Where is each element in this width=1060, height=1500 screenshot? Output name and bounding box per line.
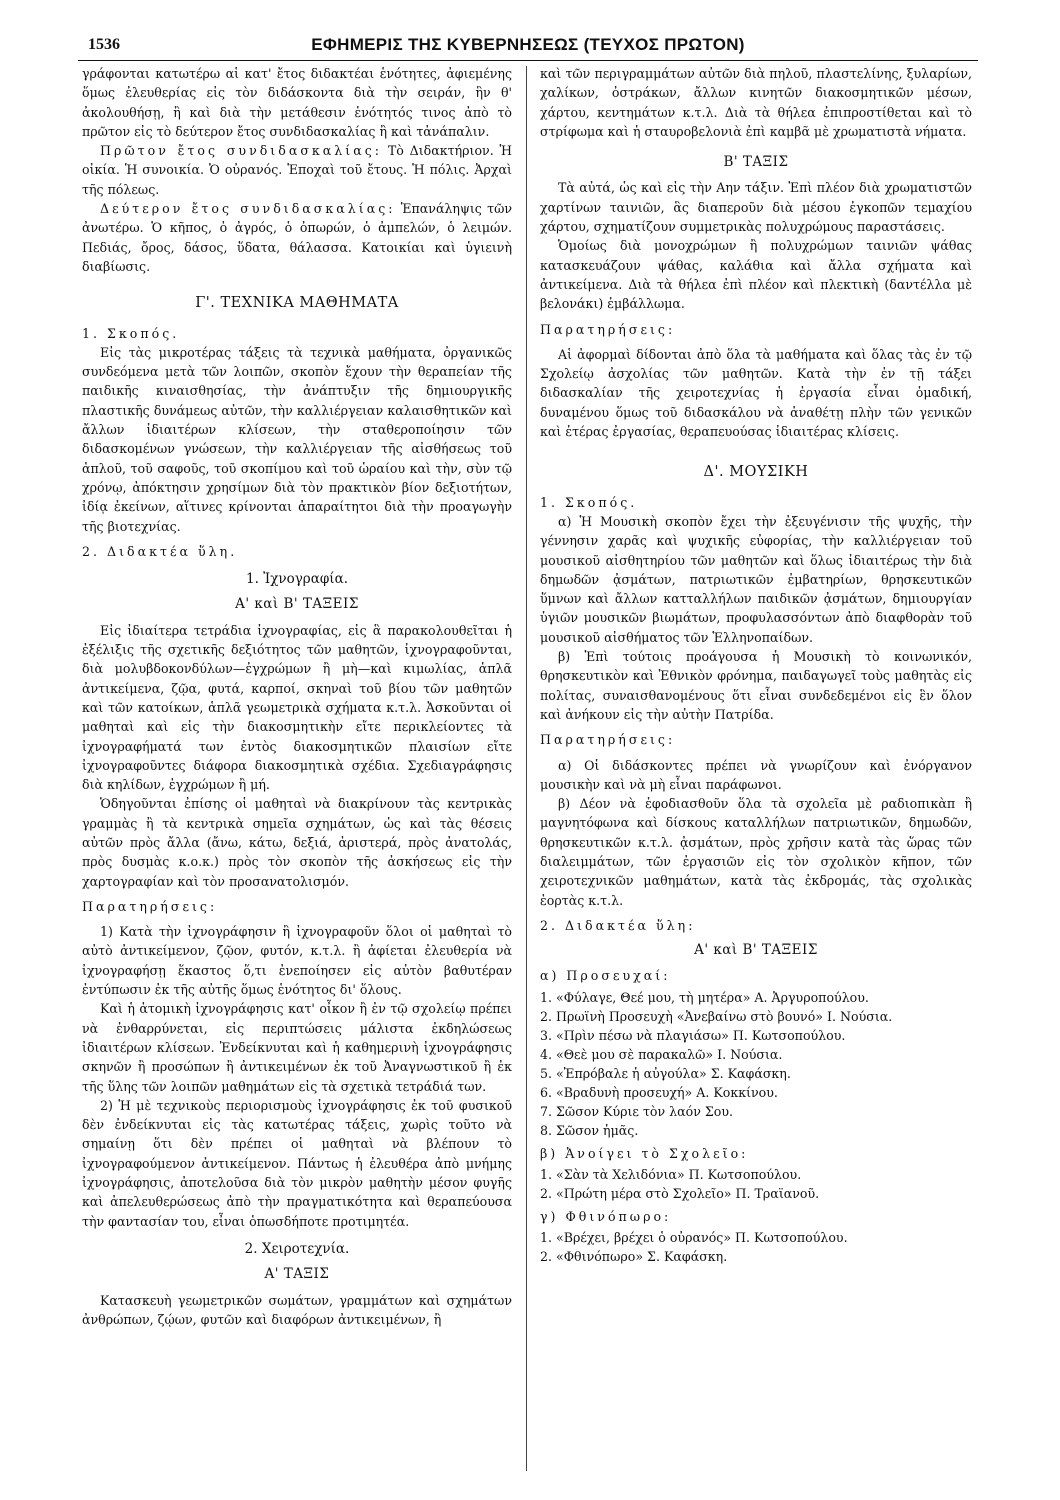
drawing-paragraph-1: Εἰς ἰδιαίτερα τετράδια ἰχνογραφίας, εἰς ἃ παρακολουθεῖται ἡ ἐξέλιξις τῆς σχετικῆς δεξιότητος τῶν μαθητῶν, ἰχνογραφοῦνται, διὰ μολυβδοκονδύλων—ἐγχρώμων ἢ μὴ—καὶ κιμωλίας, ἁπλᾶ ἀντικείμενα, ζῷα, φυτά, καρποί, σκηναὶ τοῦ βίου τῶν μαθητῶν καὶ τῶν κατοίκων, ἁπλᾶ γεωμετρικὰ σχήματα κ.τ.λ. Ἀσκοῦνται οἱ μαθηταὶ καὶ εἰς τὴν διακοσμητικὴν εἴτε περικλείοντες τὰ ἰχνογραφήματά των ἐντὸς διακοσμητικῶν πλαισίων εἴτε ἰχνογραφοῦντες διάφορα διακοσμητικὰ σχέδια. Σχεδιαγράφησις διὰ κηλίδων, ἐγχρώμων ἢ μή. — [82, 622, 512, 793]
page-number: 1536 — [88, 36, 120, 53]
music-remark-a: α) Οἱ διδάσκοντες πρέπει νὰ γνωρίζουν καὶ ἐνόργανον μουσικὴν καὶ νὰ μὴ εἶναι παράφωνοι. — [540, 757, 972, 792]
list-item: 2. «Πρώτη μέρα στὸ Σχολεῖο» Π. Τραϊανοῦ. — [540, 1186, 820, 1202]
list-item: 5. «Ἐπρόβαλε ἡ αὐγούλα» Σ. Καφάσκη. — [540, 1065, 791, 1081]
year2-paragraph — [82, 199, 512, 276]
remark-1: 1) Κατὰ τὴν ἰχνογράφησιν ἢ ἰχνογραφοῦν ὅλοι οἱ μαθηταὶ τὸ αὐτὸ ἀντικείμενον, ζῷον, φυτόν, κ.τ.λ. ἢ ἀφίεται ἐλευθερία νὰ ἰχνογραφήσῃ ἕκαστος ὅ,τι ἐνεποίησεν εἰς αὐτὸν βαθυτέραν ἐντύπωσιν ἐκ τῆς αὐτῆς ὅμως ἑνότητος δι' ὅλους. — [82, 924, 512, 998]
autumn-songs-list — [540, 1228, 972, 1266]
handicraft-paragraph: Κατασκευὴ γεωμετρικῶν σωμάτων, γραμμάτων καὶ σχημάτων ἀνθρώπων, ζῴων, φυτῶν καὶ διαφόρων ἀντικειμένων, ἢ — [82, 1292, 512, 1327]
class-b-paragraph-1: Τὰ αὐτά, ὡς καὶ εἰς τὴν Αην τάξιν. Ἐπὶ πλέον διὰ χρωματιστῶν χαρτίνων ταινιῶν, ἃς διαπεροῦν διὰ μέσου ἐγκοπῶν τεμαχίου χάρτου, σχηματίζουν συμμετρικὰς πολυχρώμους παραστάσεις. — [540, 180, 972, 235]
handicraft-class-title: Α' ΤΑΞΙΣ — [264, 1266, 330, 1283]
autumn-label: γ) Φθινόπωρο: — [540, 1209, 672, 1225]
class-b-title: Β' ΤΑΞΙΣ — [723, 154, 789, 171]
year1-label: Πρῶτον ἔτος συνδιδασκαλίας: — [100, 143, 383, 159]
year1-text: Τὸ Διδακτήριον. Ἡ οἰκία. Ἡ συνοικία. Ὁ οὐρανός. Ἐποχαὶ τοῦ ἔτους. Ἡ πόλις. Ἀρχαὶ τῆς πόλεως. — [82, 143, 513, 197]
prayers-list — [540, 988, 972, 1140]
class-b-remarks-label: Παρατηρήσεις: — [540, 321, 676, 337]
list-item: 2. «Φθινόπωρο» Σ. Καφάσκη. — [540, 1249, 728, 1265]
music-remarks-label: Παρατηρήσεις: — [540, 732, 676, 748]
intro-paragraph: γράφονται κατωτέρω αἱ κατ' ἔτος διδακτέαι ἑνότητες, ἀφιεμένης ὅμως ἐλευθερίας εἰς τὸν διδάσκοντα διὰ τὴν σειράν, ἣν θ' ἀκολουθήσῃ, ἢ καὶ διὰ τὴν μετάθεσιν ἑνότητός τινος ἀπὸ τὸ πρῶτον εἰς τὸ δεύτερον ἔτος συνδιδασκαλίας ἢ καὶ τἀνάπαλιν. — [82, 66, 512, 139]
remark-2: 2) Ἡ μὲ τεχνικοὺς περιορισμοὺς ἰχνογράφησις ἐκ τοῦ φυσικοῦ δὲν ἐνδείκνυται εἰς τὰς κατωτέρας τάξεις, χωρὶς τοῦτο νὰ σημαίνῃ ὅτι δὲν πρέπει οἱ μαθηταὶ νὰ βλέπουν τὸ ἰχνογραφούμενον ἀντικείμενον. Πάντως ἡ ἐλευθέρα ἀπὸ μνήμης ἰχνογράφησις, ἀποτελοῦσα διὰ τὸν μικρὸν μαθητὴν μέσον φυγῆς καὶ ἀπελευθερώσεως ἀπὸ τὴν πραγματικότητα καὶ θεραπεύουσα τὴν φαντασίαν του, εἶναι ὁπωσδήποτε προτιμητέα. — [82, 1097, 512, 1229]
subsection-drawing-title: 1. Ἰχνογραφία. — [246, 571, 348, 588]
list-item: 8. Σῶσον ἡμᾶς. — [540, 1122, 639, 1138]
remark-1-continued: Καὶ ἡ ἀτομικὴ ἰχνογράφησις κατ' οἶκον ἢ ἐν τῷ σχολείῳ πρέπει νὰ ἐνθαρρύνεται, εἰς περιπτώσεις μάλιστα ἐκδηλώσεως ἰδιαιτέρων κλίσεων. Ἐνδείκνυται καὶ ἡ καθημερινὴ ἰχνογράφησις σκηνῶν ἢ προσώπων ἢ ἀντικειμένων ἐκ τοῦ Ἀναγνωστικοῦ ἢ ἐκ τῆς ὕλης τῶν λοιπῶν μαθημάτων εἰς τὰ σχετικὰ τετράδιά των. — [82, 1001, 512, 1094]
list-item: 4. «Θεὲ μου σὲ παρακαλῶ» Ι. Νούσια. — [540, 1046, 783, 1062]
aim-paragraph: Εἰς τὰς μικροτέρας τάξεις τὰ τεχνικὰ μαθήματα, ὀργανικῶς συνδεόμενα μετὰ τῶν λοιπῶν, σκοπὸν ἔχουν τὴν θεραπείαν τῆς παιδικῆς κιναισθησίας, τὴν ἀνάπτυξιν τῆς δημιουργικῆς πλαστικῆς δυνάμεως αὐτῶν, τὴν καλλιέργειαν καλαισθητικῶν καὶ ἄλλων ἰδιαιτέρων κλίσεων, τὴν σταθεροποίησιν τῶν διδασκομένων γνώσεων, τὴν καλλιέργειαν τῆς αἰσθήσεως τοῦ ἁπλοῦ, τοῦ σαφοῦς, τοῦ σκοπίμου καὶ τοῦ ὡραίου καὶ τὴν, σὺν τῷ χρόνῳ, ἀπόκτησιν χρησίμων διὰ τὸν πρακτικὸν βίον δεξιοτήτων, ἰδίᾳ ἐκείνων, αἵτινες κρίνονται ἀπαραίτητοι διὰ τὴν προαγωγὴν τῆς βιοτεχνίας. — [82, 344, 512, 534]
subsection-handicraft-title: 2. Χειροτεχνία. — [244, 1240, 350, 1257]
class-b-remark: Αἱ ἀφορμαὶ δίδονται ἀπὸ ὅλα τὰ μαθήματα καὶ ὅλας τὰς ἐν τῷ Σχολείῳ ἀσχολίας τῶν μαθητῶν. Κατὰ τὴν ἐν τῇ τάξει διδασκαλίαν τῆς χειροτεχνίας ἡ ἐργασία εἶναι ὁμαδική, δυναμένου ὅμως τοῦ διδασκάλου νὰ ἀναθέτῃ πλὴν τῶν γενικῶν καὶ ἑτέρας ἐργασίας, θεραπευούσας ἰδιαιτέρας κλίσεις. — [540, 346, 972, 440]
section-title-technical: Γ'. ΤΕΧΝΙΚΑ ΜΑΘΗΜΑΤΑ — [195, 295, 399, 312]
page-header — [78, 30, 978, 61]
music-material-label: 2. Διδακτέα ὕλη: — [540, 917, 696, 933]
year2-label: Δεύτερον ἔτος συνδιδασκαλίας: — [100, 201, 396, 217]
right-column — [540, 64, 972, 1270]
music-aim-b: β) Ἐπὶ τούτοις προάγουσα ἡ Μουσικὴ τὸ κοινωνικόν, θρησκευτικὸν καὶ Ἐθνικὸν φρόνημα, παιδαγωγεῖ τοὺς μαθητὰς εἰς πολίτας, συναισθανομένους ὅτι εἶναι συνδεδεμένοι εἰς ἓν ὅλον καὶ ἀνήκουν εἰς τὴν αὐτὴν Πατρίδα. — [540, 649, 972, 722]
gazette-title: ΕΦΗΜΕΡΙΣ ΤΗΣ ΚΥΒΕΡΝΗΣΕΩΣ (ΤΕΥΧΟΣ ΠΡΩΤΟΝ) — [311, 35, 745, 54]
column-divider — [526, 66, 527, 1471]
list-item: 2. Πρωϊνὴ Προσευχὴ «Ἀνεβαίνω στὸ βουνό» Ι. Νούσια. — [540, 1008, 893, 1024]
aim-label: 1. Σκοπός. — [82, 325, 180, 341]
school-songs-list — [540, 1165, 972, 1203]
music-classes-title: Α' καὶ Β' ΤΑΞΕΙΣ — [694, 942, 818, 959]
music-aim-label: 1. Σκοπός. — [540, 494, 638, 510]
school-label: β) Ἀνοίγει τὸ Σχολεῖο: — [540, 1145, 749, 1161]
list-item: 1. «Βρέχει, βρέχει ὁ οὐρανός» Π. Κωτσοπούλου. — [540, 1230, 848, 1246]
year2-text: Ἐπανάληψις τῶν ἀνωτέρω. Ὁ κῆπος, ὁ ἀγρός, ὁ ὀπωρών, ὁ ἀμπελών, ὁ λειμών. Πεδιάς, ὄρος, δάσος, ὕδατα, θάλασσα. Κατοικίαι καὶ ὑγιεινὴ διαβίωσις. — [82, 201, 512, 274]
list-item: 6. «Βραδυνὴ προσευχή» Α. Κοκκίνου. — [540, 1084, 778, 1100]
list-item: 3. «Πρὶν πέσω νὰ πλαγιάσω» Π. Κωτσοπούλου. — [540, 1027, 846, 1043]
list-item: 1. «Φύλαγε, Θεέ μου, τὴ μητέρα» Α. Ἀργυροπούλου. — [540, 989, 869, 1005]
class-b-paragraph-2: Ὁμοίως διὰ μονοχρώμων ἢ πολυχρώμων ταινιῶν ψάθας κατασκευάζουν ψάθας, καλάθια καὶ ἄλλα σχήματα καὶ ἀντικείμενα. Διὰ τὰ θήλεα ἐπὶ πλέον καὶ πλεκτικὴ (δαντέλλα μὲ βελονάκι) ἐμβάλλωμα. — [540, 238, 972, 312]
music-aim-a: α) Ἡ Μουσικὴ σκοπὸν ἔχει τὴν ἐξευγένισιν τῆς ψυχῆς, τὴν γέννησιν χαρᾶς καὶ ψυχικῆς εὐφορίας, τὴν καλλιέργειαν τοῦ μουσικοῦ αἰσθητηρίου τῶν μαθητῶν καὶ ὅλως ἰδιαιτέρως τὴν διὰ δημωδῶν ᾀσμάτων, πατριωτικῶν ἐμβατηρίων, θρησκευτικῶν ὕμνων καὶ ἄλλων κατταλλήλων παιδικῶν ᾀσμάτων, δημιουργίαν ὑγιῶν μουσικῶν βιωμάτων, προφυλασσόντων ἀπὸ διαφθορὰν τοῦ μουσικοῦ αἰσθήματος τῶν Ἑλληνοπαίδων. — [540, 513, 972, 645]
material-label: 2. Διδακτέα ὕλη. — [82, 543, 238, 559]
drawing-paragraph-2: Ὁδηγοῦνται ἐπίσης οἱ μαθηταὶ νὰ διακρίνουν τὰς κεντρικὰς γραμμὰς ἢ τὰ κεντρικὰ σημεῖα σχημάτων, ὡς καὶ τὰς θέσεις αὐτῶν πρὸς ἄλλα (ἄνω, κάτω, δεξιά, ἀριστερά, πρὸς ἀνατολάς, πρὸς δυσμὰς κ.ο.κ.) πρὸς τὸν σκοπὸν τῆς ἀσκήσεως εἰς τὴν χαρτογραφίαν καὶ τὸν προσανατολισμόν. — [82, 796, 512, 889]
drawing-classes-title: Α' καὶ Β' ΤΑΞΕΙΣ — [235, 596, 359, 613]
list-item: 1. «Σὰν τὰ Χελιδόνια» Π. Κωτσοπούλου. — [540, 1167, 802, 1183]
music-remark-b: β) Δέον νὰ ἐφοδιασθοῦν ὅλα τὰ σχολεῖα μὲ ραδιοπικὰπ ἢ μαγνητόφωνα καὶ δίσκους καταλλήλων πατριωτικῶν, δημωδῶν, θρησκευτικῶν κ.τ.λ. ᾀσμάτων, πρὸς χρῆσιν κατὰ τὰς ὥρας τῶν διαλειμμάτων, τῶν ἐργασιῶν εἰς τὸν σχολικὸν κῆπον, τῶν χειροτεχνικῶν μαθημάτων, κατὰ τὰς ἐκδρομάς, τὰς σχολικὰς ἑορτὰς κ.τ.λ. — [540, 796, 972, 908]
remarks-label: Παρατηρήσεις: — [82, 898, 218, 914]
continued-paragraph: καὶ τῶν περιγραμμάτων αὐτῶν διὰ πηλοῦ, πλαστελίνης, ξυλαρίων, χαλίκων, ὀστράκων, ἄλλων κινητῶν διακοσμητικῶν μέσων, χάρτου, κεντημάτων κ.τ.λ. Διὰ τὰ θήλεα ἐπιπροστίθεται καὶ τὸ στρίφωμα καὶ ἡ σταυροβελονιὰ ἐπὶ καμβᾶ μὲ χρωματιστὰ νήματα. — [540, 66, 972, 139]
left-column — [82, 64, 512, 1329]
list-item: 7. Σῶσον Κύριε τὸν λαόν Σου. — [540, 1103, 734, 1119]
year1-paragraph — [82, 141, 512, 199]
prayers-label: α) Προσευχαί: — [540, 968, 671, 984]
section-title-music: Δ'. ΜΟΥΣΙΚΗ — [703, 464, 809, 481]
